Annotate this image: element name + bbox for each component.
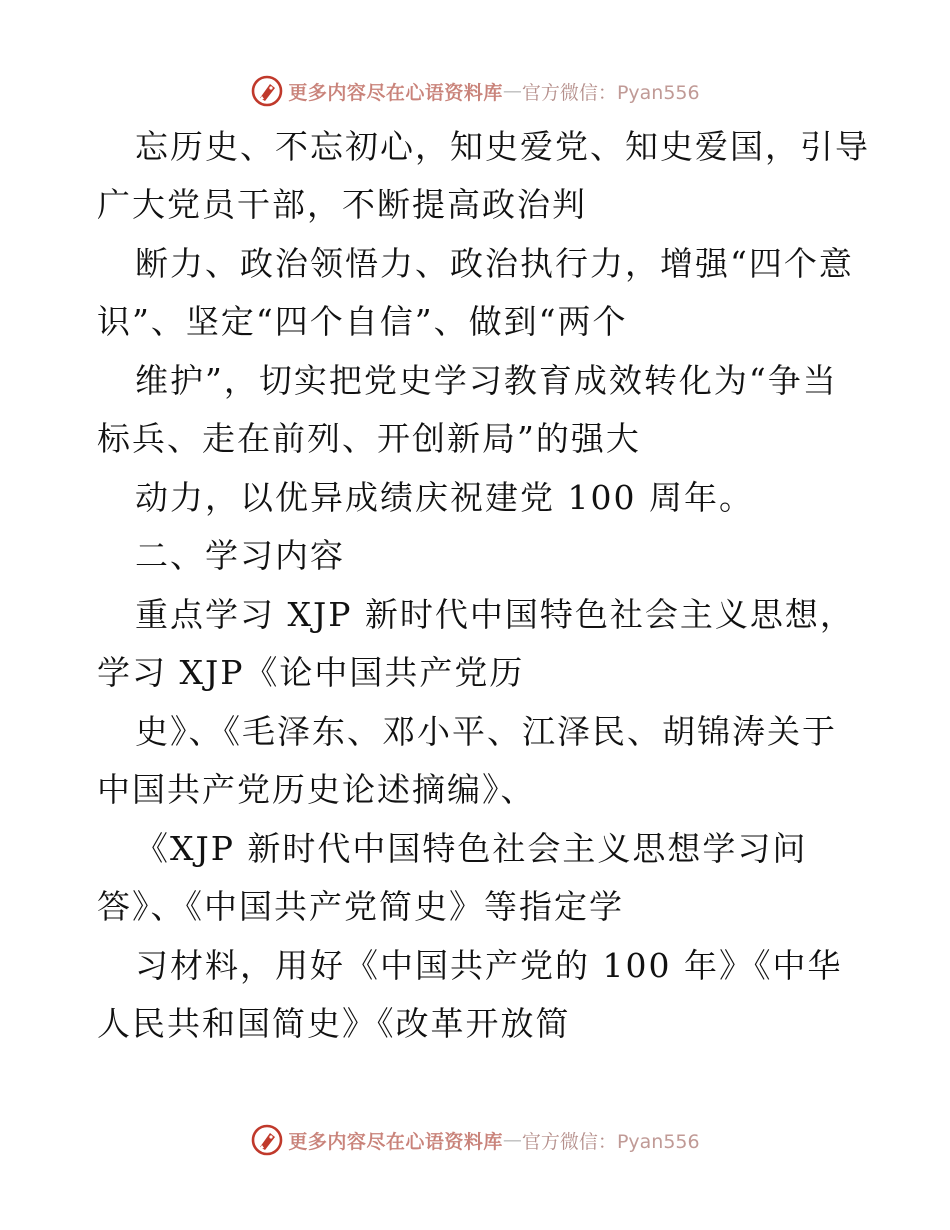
watermark-contact-label: 官方微信： — [521, 81, 617, 104]
watermark-contact-id: Pyan556 — [616, 81, 700, 104]
body-line: 维护”，切实把党史学习教育成效转化为“争当 — [135, 361, 838, 400]
pen-nib-seal-icon — [250, 1123, 284, 1157]
watermark-text: 更多内容尽在心语资料库 — [288, 1130, 503, 1153]
watermark-contact-id: Pyan556 — [616, 1130, 700, 1153]
body-line: 断力、政治领悟力、政治执行力，增强“四个意 — [135, 244, 854, 283]
body-line: 忘历史、不忘初心，知史爱党、知史爱国，引导 — [135, 127, 870, 166]
watermark-dash: — — [502, 1129, 522, 1151]
body-line: 人民共和国简史》《改革开放简 — [97, 1004, 571, 1043]
watermark-contact — [522, 78, 700, 105]
footer-watermark — [0, 1120, 950, 1160]
watermark-contact — [522, 1127, 700, 1154]
header-watermark — [0, 71, 950, 111]
watermark-contact-label: 官方微信： — [521, 1130, 617, 1153]
body-line: 习材料，用好《中国共产党的 100 年》《中华 — [135, 946, 843, 985]
watermark-dash: — — [502, 80, 522, 102]
body-line: 中国共产党历史论述摘编》、 — [97, 770, 536, 809]
watermark-text: 更多内容尽在心语资料库 — [288, 81, 503, 104]
body-line: 《XJP 新时代中国特色社会主义思想学习问 — [135, 829, 808, 868]
pen-nib-seal-icon — [250, 74, 284, 108]
body-line: 史》、《毛泽东、邓小平、江泽民、胡锦涛关于 — [135, 712, 837, 751]
body-line: 答》、《中国共产党简史》等指定学 — [97, 887, 624, 926]
body-line: 广大党员干部，不断提高政治判 — [97, 185, 587, 224]
body-line: 动力，以优异成绩庆祝建党 100 周年。 — [135, 478, 754, 517]
section-heading: 二、学习内容 — [135, 536, 345, 575]
body-line: 识”、坚定“四个自信”、做到“两个 — [97, 302, 628, 341]
body-line: 重点学习 XJP 新时代中国特色社会主义思想， — [135, 595, 855, 634]
body-line: 学习 XJP《论中国共产党历 — [97, 653, 525, 692]
body-line: 标兵、走在前列、开创新局”的强大 — [97, 419, 641, 458]
